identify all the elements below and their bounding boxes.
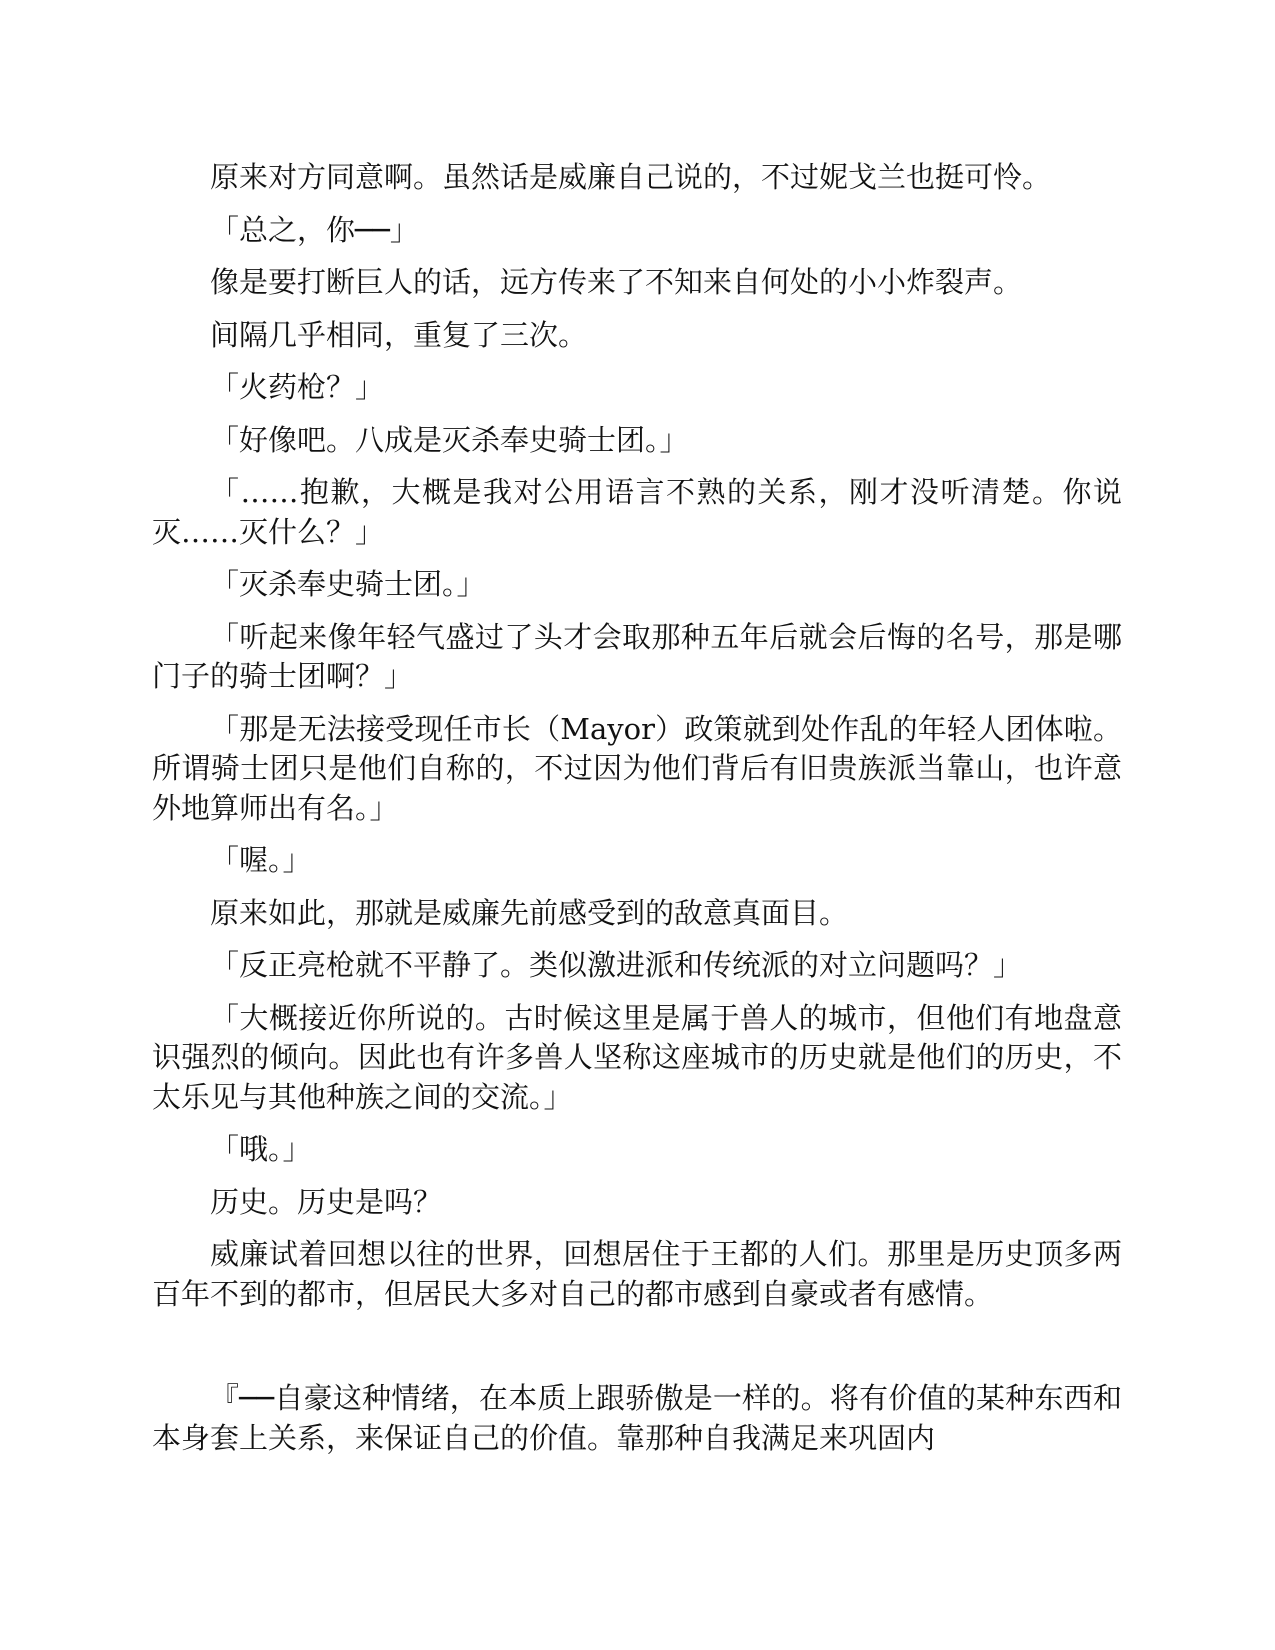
paragraph: 『──自豪这种情绪，在本质上跟骄傲是一样的。将有价值的某种东西和本身套上关系，来保证自己的价值。靠那种自我满足来巩固内 [152, 1381, 1122, 1455]
paragraph: 原来如此，那就是威廉先前感受到的敌意真面目。 [210, 895, 849, 930]
paragraph: 「喔。」 [210, 843, 312, 877]
paragraph: 「反正亮枪就不平静了。类似激进派和传统派的对立问题吗？」 [210, 948, 1023, 982]
paragraph: 间隔几乎相同，重复了三次。 [210, 317, 588, 352]
paragraph: 「火药枪？」 [210, 370, 385, 404]
paragraph: 「哦。」 [210, 1132, 312, 1166]
paragraph: 「……抱歉，大概是我对公用语言不熟的关系，刚才没听清楚。你说灭……灭什么？」 [152, 475, 1122, 549]
paragraph: 威廉试着回想以往的世界，回想居住于王都的人们。那里是历史顶多两百年不到的都市，但居民大多对自己的都市感到自豪或者有感情。 [152, 1237, 1122, 1311]
paragraph: 像是要打断巨人的话，远方传来了不知来自何处的小小炸裂声。 [210, 265, 1023, 299]
paragraph: 「那是无法接受现任市长（Mayor）政策就到处作乱的年轻人团体啦。所谓骑士团只是他们自称的，不过因为他们背后有旧贵族派当靠山，也许意外地算师出有名。」 [152, 711, 1122, 825]
paragraph: 「听起来像年轻气盛过了头才会取那种五年后就会后悔的名号，那是哪门子的骑士团啊？」 [152, 619, 1122, 693]
paragraph: 历史。历史是吗？ [210, 1184, 443, 1219]
paragraph: 原来对方同意啊。虽然话是威廉自己说的，不过妮戈兰也挺可怜。 [210, 160, 1052, 194]
paragraph: 「灭杀奉史骑士团。」 [210, 567, 486, 601]
paragraph: 「总之，你──」 [210, 212, 419, 247]
paragraph: 「大概接近你所说的。古时候这里是属于兽人的城市，但他们有地盘意识强烈的倾向。因此也有许多兽人坚称这座城市的历史就是他们的历史，不太乐见与其他种族之间的交流。」 [152, 1000, 1122, 1114]
page-body [152, 158, 1122, 1471]
paragraph: 「好像吧。八成是灭杀奉史骑士团。」 [210, 422, 689, 457]
scene-break [152, 1327, 1122, 1379]
